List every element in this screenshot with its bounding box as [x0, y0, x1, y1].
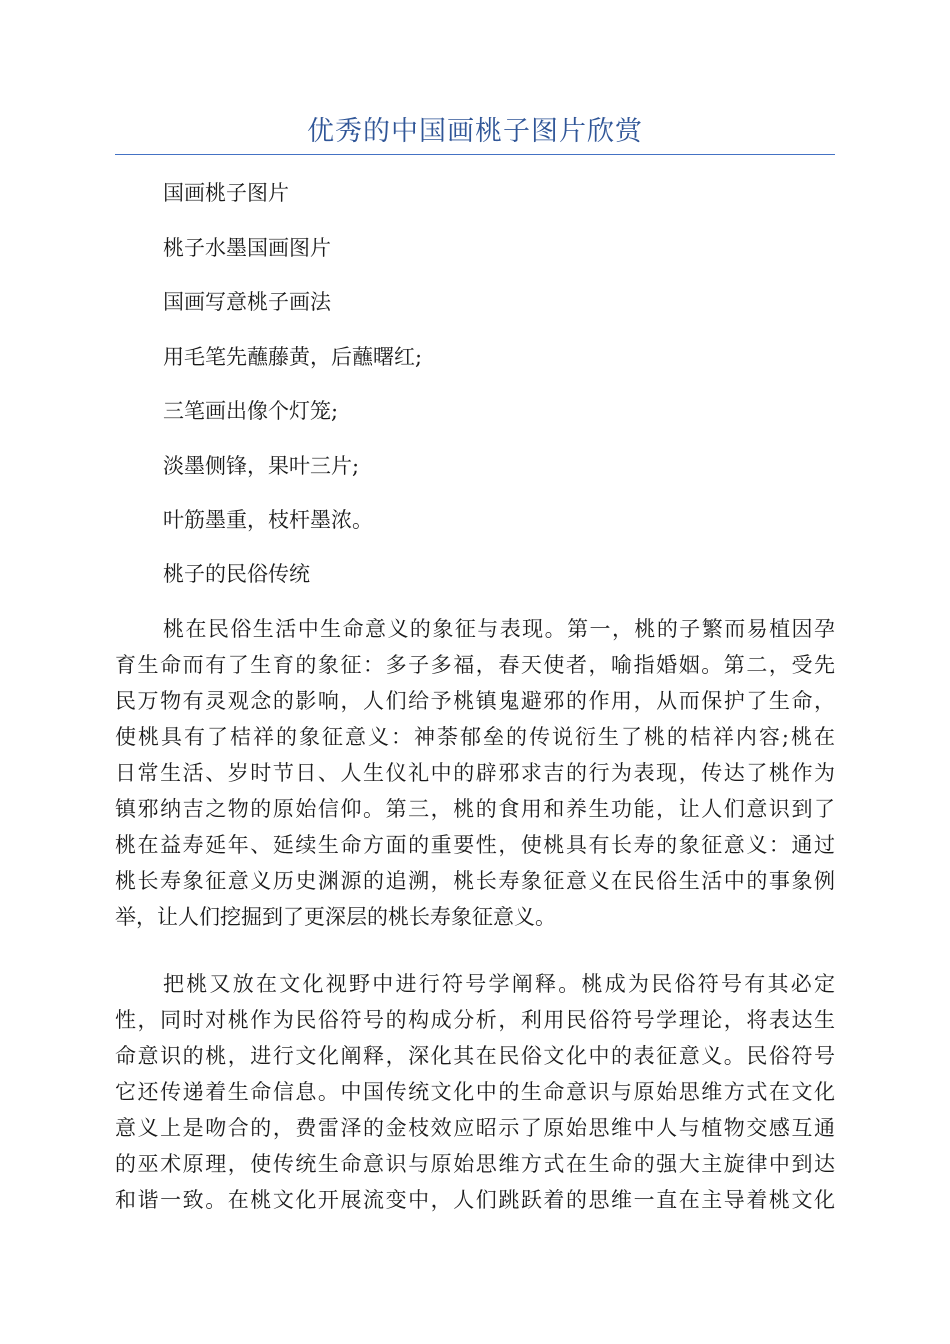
paragraph-line: 把桃又放在文化视野中进行符号学阐释。桃成为民俗符号有其必定: [163, 972, 835, 996]
text-line-1: 国画桃子图片: [163, 181, 289, 205]
paragraph-line: 的巫术原理，使传统生命意识与原始思维方式在生命的强大主旋律中到达: [115, 1152, 835, 1176]
text-line-4: 用毛笔先蘸藤黄，后蘸曙红;: [163, 345, 423, 369]
text-line-3: 国画写意桃子画法: [163, 290, 331, 314]
paragraph-line: 桃长寿象征意义历史渊源的追溯，桃长寿象征意义在民俗生活中的事象例: [115, 869, 835, 893]
page-title: 优秀的中国画桃子图片欣赏: [307, 116, 643, 147]
paragraph-line: 日常生活、岁时节日、人生仪礼中的辟邪求吉的行为表现，传达了桃作为: [115, 761, 835, 785]
paragraph-line: 桃在益寿延年、延续生命方面的重要性，使桃具有长寿的象征意义：通过: [115, 833, 835, 857]
text-line-5: 三笔画出像个灯笼;: [163, 399, 339, 423]
text-line-6: 淡墨侧锋，果叶三片;: [163, 454, 360, 478]
paragraph-line: 使桃具有了桔祥的象征意义：神荼郁垒的传说衍生了桃的桔祥内容;桃在: [115, 725, 835, 749]
text-line-7: 叶筋墨重，枝杆墨浓。: [163, 508, 373, 532]
paragraph-line: 性，同时对桃作为民俗符号的构成分析，利用民俗符号学理论，将表达生: [115, 1008, 835, 1032]
section-heading: 桃子的民俗传统: [163, 562, 310, 586]
paragraph-line: 和谐一致。在桃文化开展流变中，人们跳跃着的思维一直在主导着桃文化: [115, 1188, 835, 1212]
paragraph-line: 意义上是吻合的，费雷泽的金枝效应昭示了原始思维中人与植物交感互通: [115, 1116, 835, 1140]
paragraph-line: 桃在民俗生活中生命意义的象征与表现。第一，桃的子繁而易植因孕: [163, 617, 835, 641]
paragraph-1: [115, 611, 835, 935]
paragraph-line: 举，让人们挖掘到了更深层的桃长寿象征意义。: [115, 905, 556, 929]
paragraph-line: 它还传递着生命信息。中国传统文化中的生命意识与原始思维方式在文化: [115, 1080, 835, 1104]
paragraph-2: [115, 966, 835, 1218]
paragraph-line: 命意识的桃，进行文化阐释，深化其在民俗文化中的表征意义。民俗符号: [115, 1044, 835, 1068]
paragraph-line: 镇邪纳吉之物的原始信仰。第三，桃的食用和养生功能，让人们意识到了: [115, 797, 835, 821]
paragraph-line: 育生命而有了生育的象征：多子多福，春天使者，喻指婚姻。第二，受先: [115, 653, 835, 677]
text-line-2: 桃子水墨国画图片: [163, 236, 331, 260]
paragraph-line: 民万物有灵观念的影响，人们给予桃镇鬼避邪的作用，从而保护了生命，: [115, 689, 835, 713]
title-underline: [115, 154, 835, 155]
